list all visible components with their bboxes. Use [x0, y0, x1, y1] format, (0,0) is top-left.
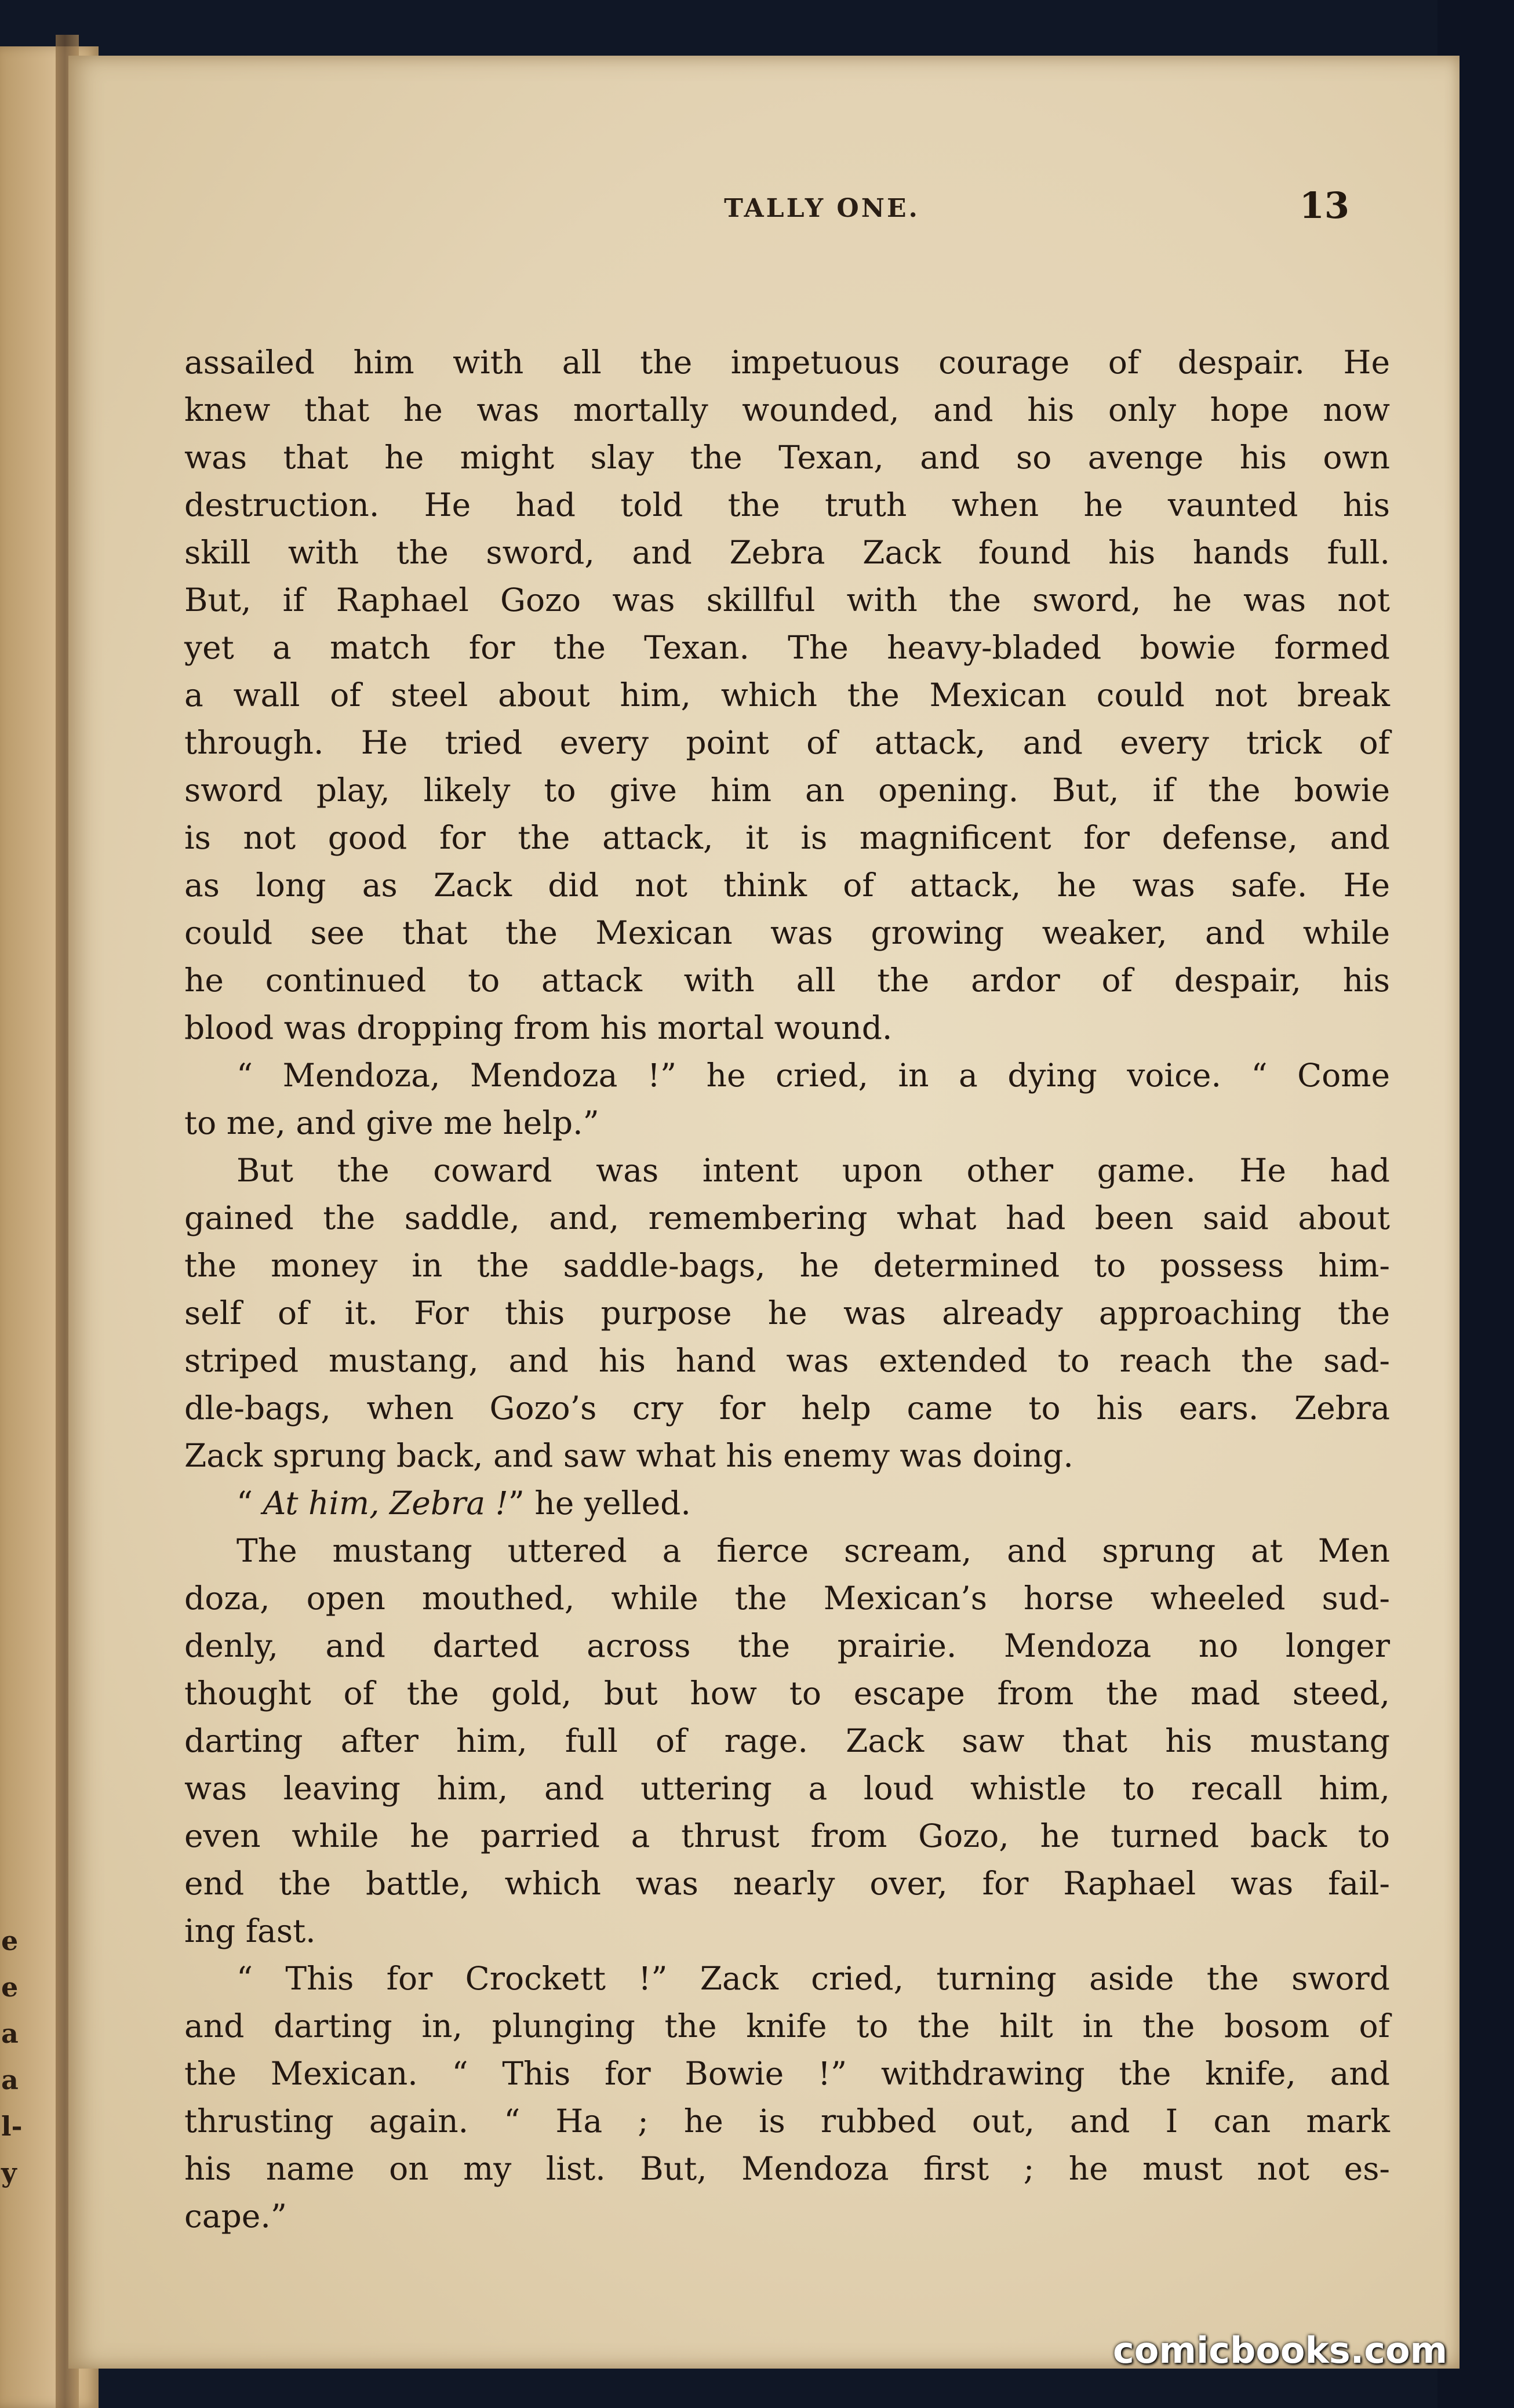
text-line: ing fast. [184, 1912, 316, 1949]
text-line: But, if Raphael Gozo was skillful with the sword, he was not [184, 581, 1390, 619]
text-line: to me, and give me help.” [184, 1104, 599, 1141]
text-line: was leaving him, and uttering a loud whistle to recall him, [184, 1770, 1390, 1807]
text-line: as long as Zack did not think of attack, he was safe. He [184, 867, 1390, 904]
text-line: self of it. For this purpose he was already approaching the [184, 1294, 1390, 1332]
text-line: The mustang uttered a fierce scream, and sprung at Men [236, 1532, 1390, 1569]
text-line: he continued to attack with all the ardor of despair, his [184, 962, 1390, 999]
text-line: gained the saddle, and, remembering what had been said about [184, 1199, 1390, 1236]
text-line: even while he parried a thrust from Gozo, he turned back to [184, 1817, 1390, 1854]
text-line: blood was dropping from his mortal wound. [184, 1009, 893, 1046]
text-line: assailed him with all the impetuous courage of despair. He [184, 344, 1390, 381]
text-line: the money in the saddle-bags, he determined to possess him- [184, 1247, 1390, 1284]
left-page-fragment: e [1, 1925, 19, 1956]
text-line: cape.” [184, 2198, 287, 2235]
running-head: TALLY ONE. [724, 194, 920, 223]
text-line: “ Mendoza, Mendoza !” he cried, in a dying voice. “ Come [236, 1057, 1390, 1094]
text-line: sword play, likely to give him an opening. But, if the bowie [184, 772, 1390, 809]
text-line: through. He tried every point of attack, and every trick of [184, 724, 1390, 761]
left-page-fragment: e [1, 1971, 19, 2003]
book-page [68, 56, 1460, 2369]
text-line: destruction. He had told the truth when he vaunted his [184, 486, 1390, 523]
text-line: striped mustang, and his hand was extended to reach the sad- [184, 1342, 1390, 1379]
text-line: yet a match for the Texan. The heavy-bladed bowie formed [184, 629, 1390, 666]
text-line: the Mexican. “ This for Bowie !” withdrawing the knife, and [184, 2055, 1390, 2092]
text-line: thrusting again. “ Ha ; he is rubbed out, and I can mark [184, 2103, 1390, 2140]
watermark: comicbooks.com [1113, 2329, 1448, 2371]
text-line: his name on my list. But, Mendoza first ; he must not es- [184, 2150, 1390, 2187]
text-line: and darting in, plunging the knife to the hilt in the bosom of [184, 2007, 1390, 2045]
left-page-fragment: y [1, 2157, 17, 2188]
text-line: is not good for the attack, it is magnificent for defense, and [184, 819, 1390, 856]
text-line: a wall of steel about him, which the Mexican could not break [184, 676, 1390, 714]
text-line: could see that the Mexican was growing weaker, and while [184, 914, 1390, 951]
text-line: denly, and darted across the prairie. Mendoza no longer [184, 1627, 1390, 1664]
text-line: knew that he was mortally wounded, and his only hope now [184, 391, 1390, 428]
text-line: end the battle, which was nearly over, for Raphael was fail- [184, 1865, 1390, 1902]
text-line: dle-bags, when Gozo’s cry for help came to his ears. Zebra [184, 1389, 1390, 1427]
text-line: skill with the sword, and Zebra Zack found his hands full. [184, 534, 1390, 571]
text-line: darting after him, full of rage. Zack saw that his mustang [184, 1722, 1390, 1759]
text-line: was that he might slay the Texan, and so avenge his own [184, 439, 1390, 476]
text-line: “ At him, Zebra !” he yelled. [236, 1485, 691, 1522]
text-line: thought of the gold, but how to escape from the mad steed, [184, 1675, 1390, 1712]
left-page-fragment: l- [1, 2111, 23, 2142]
text-line: But the coward was intent upon other game. He had [236, 1152, 1390, 1189]
left-page-fragment: a [1, 2018, 19, 2049]
page-number: 13 [1299, 184, 1349, 227]
text-line: Zack sprung back, and saw what his enemy was doing. [184, 1437, 1073, 1474]
text-line: doza, open mouthed, while the Mexican’s horse wheeled sud- [184, 1580, 1390, 1617]
text-line: “ This for Crockett !” Zack cried, turning aside the sword [236, 1960, 1390, 1997]
body-text [184, 339, 1390, 2240]
left-page-fragment: a [1, 2064, 19, 2096]
